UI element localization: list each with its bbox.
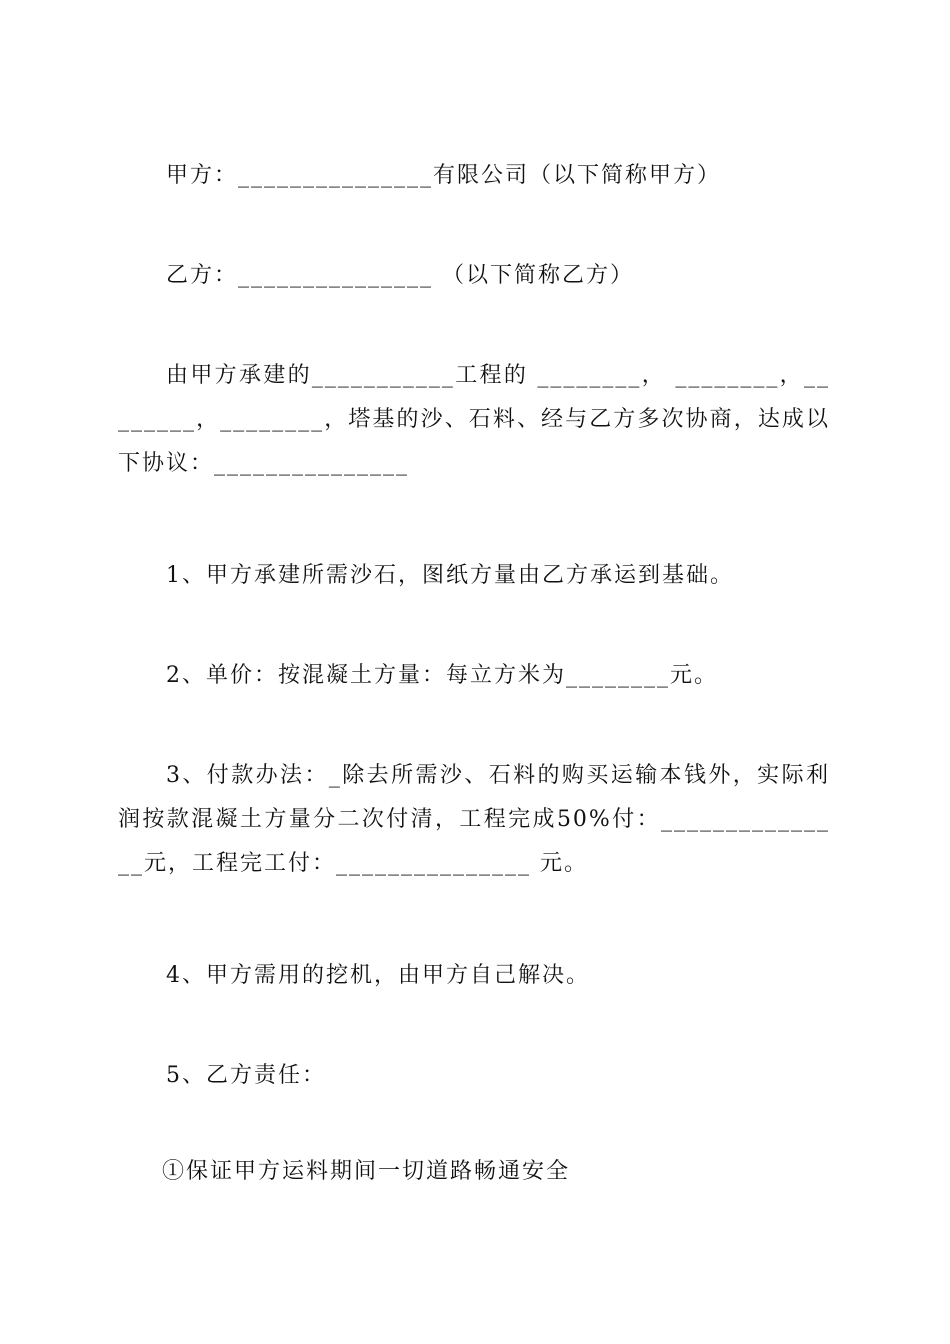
clause-5-heading: 5、乙方责任： [166, 1063, 326, 1088]
clause-4: 4、甲方需用的挖机，由甲方自己解决。 [166, 963, 590, 988]
clause-3-paragraph: 3、付款办法：_除去所需沙、石料的购买运输本钱外，实际利润按款混凝土方量分二次付清，工程完成50%付：_______________元，工程完工付：_______________ 元。 [118, 763, 830, 876]
party-a-line: 甲方：_______________有限公司（以下简称甲方） [166, 163, 722, 188]
clause-2: 2、单价：按混凝土方量：每立方米为________元。 [166, 663, 718, 688]
clause-1: 1、甲方承建所需沙石，图纸方量由乙方承运到基础。 [166, 563, 734, 588]
clause-5-item-1: ①保证甲方运料期间一切道路畅通安全 [162, 1159, 571, 1184]
intro-paragraph: 由甲方承建的___________工程的 ________， ________，________，________，塔基的沙、石料、经与乙方多次协商，达成以下协议：_______________ [118, 363, 830, 476]
party-b-line: 乙方：_______________ （以下简称乙方） [166, 263, 634, 288]
